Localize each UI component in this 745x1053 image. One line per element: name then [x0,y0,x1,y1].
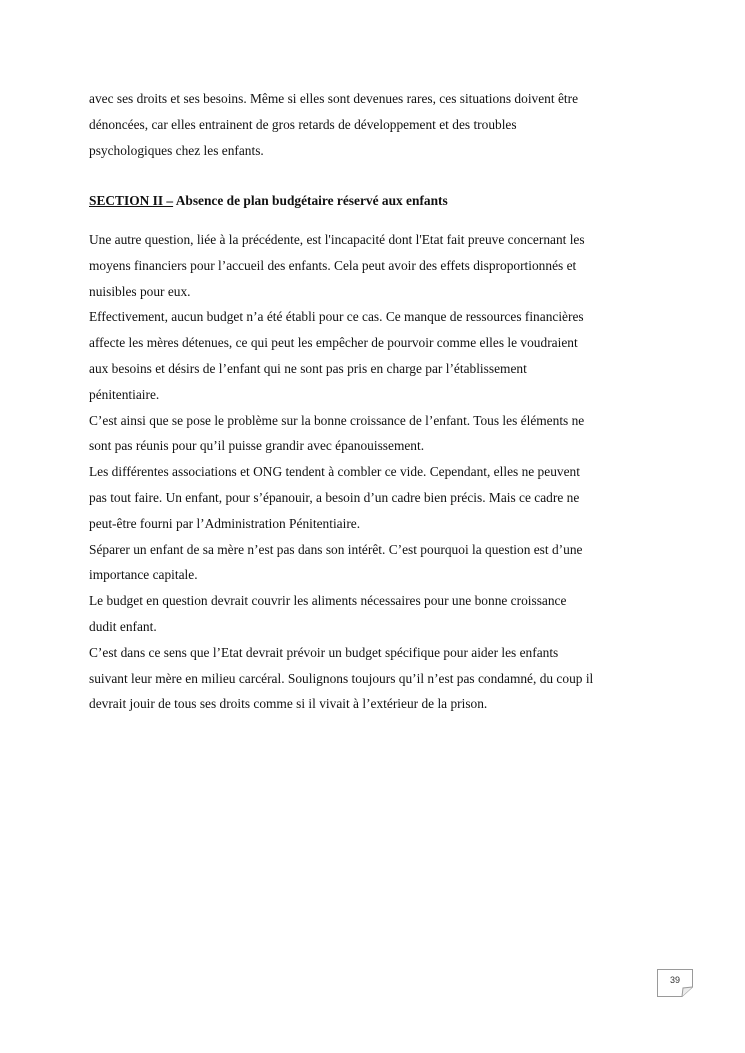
section-label: SECTION II – [89,193,174,208]
text-line: sont pas réunis pour qu’il puisse grandir avec épanouissement. [89,438,425,454]
section-heading [89,188,448,214]
text-line: Le budget en question devrait couvrir les aliments nécessaires pour une bonne croissance [89,593,567,609]
text-line: pénitentiaire. [89,386,160,402]
text-line: Effectivement, aucun budget n’a été établi pour ce cas. Ce manque de ressources financières [89,309,584,325]
page-number: 39 [669,975,680,985]
text-line: Les différentes associations et ONG tendent à combler ce vide. Cependant, elles ne peuvent [89,464,580,480]
text-line: Séparer un enfant de sa mère n’est pas dans son intérêt. C’est pourquoi la question est d’une [89,541,583,557]
text-line: affecte les mères détenues, ce qui peut les empêcher de pourvoir comme elles le voudraient [89,335,578,351]
text-line: importance capitale. [89,567,198,583]
text-line: psychologiques chez les enfants. [89,142,264,158]
text-line: nuisibles pour eux. [89,283,191,299]
text-line: suivant leur mère en milieu carcéral. Soulignons toujours qu’il n’est pas condamné, du coup il [89,670,594,686]
intro-paragraph [89,86,669,163]
text-line: devrait jouir de tous ses droits comme si il vivait à l’extérieur de la prison. [89,696,488,712]
text-line: Une autre question, liée à la précédente, est l'incapacité dont l'Etat fait preuve concernant les [89,232,585,247]
page-number-box [657,969,693,997]
body-paragraphs [89,227,669,717]
text-line: avec ses droits et ses besoins. Même si elles sont devenues rares, ces situations doivent être [89,91,579,106]
text-line: moyens financiers pour l’accueil des enfants. Cela peut avoir des effets disproportionnés et [89,257,577,273]
text-line: dudit enfant. [89,618,157,634]
text-line: C’est dans ce sens que l’Etat devrait prévoir un budget spécifique pour aider les enfants [89,644,559,660]
text-line: pas tout faire. Un enfant, pour s’épanouir, a besoin d’un cadre bien précis. Mais ce cadre ne [89,489,580,505]
section-title: Absence de plan budgétaire réservé aux enfants [173,193,448,208]
text-line: peut-être fourni par l’Administration Pénitentiaire. [89,515,361,531]
text-line: aux besoins et désirs de l’enfant qui ne sont pas pris en charge par l’établissement [89,360,527,376]
text-line: dénoncées, car elles entrainent de gros retards de développement et des troubles [89,116,517,132]
text-line: C’est ainsi que se pose le problème sur la bonne croissance de l’enfant. Tous les éléments ne [89,412,585,428]
